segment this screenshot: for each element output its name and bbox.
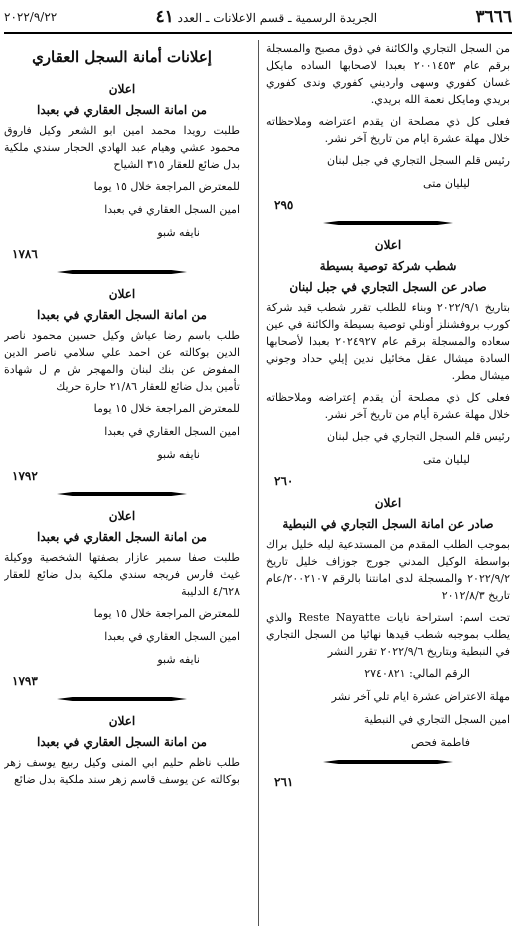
section-title: إعلانات أمانة السجل العقاري	[32, 48, 212, 66]
notice-divider	[4, 694, 240, 704]
notice-number: ١٧٩٣	[12, 674, 38, 688]
notice-divider	[266, 218, 510, 228]
notice-title: من امانة السجل العقاري في بعبدا	[37, 308, 207, 322]
notice-label: اعلان	[108, 287, 136, 301]
notice-subtitle: صادر عن السجل التجاري في جبل لبنان	[289, 280, 487, 294]
notice-title: من امانة السجل العقاري في بعبدا	[37, 530, 207, 544]
notice-body: بتاريخ ٢٠٢٢/٩/١ وبناء للطلب تقرر شطب قيد شركة كورب بروفشنلز أونلي توصية بسيطة والكائنة في عين سعاده والمسجلة برقم عام ٢٠٢٤٩٢٧ بعبدا لأصحابها السادة ميشال عقل مخائيل ندين إيلي حداد وجوني ميشال مطر.	[266, 301, 510, 382]
notice-body: طلبت رويدا محمد امين ابو الشعر وكيل فاروق محمود عشي وهيام عبد الهادي الحجار سندي ملكية بدل ضائع للعقار ٣١٥ الشياح	[4, 124, 240, 171]
notice-signature-name: فاطمة فحص	[411, 736, 470, 749]
notice-number: ١٧٨٦	[12, 247, 38, 261]
header-title	[57, 7, 475, 27]
right-column	[266, 40, 510, 934]
notice-title: من امانة السجل العقاري في بعبدا	[37, 735, 207, 749]
notice-body: طلب باسم رضا عياش وكيل حسين محمود ناصر الدين بوكالته عن احمد علي سلامي ناصر الدين المفوض عن بنك لبنان والمهجر ش م ل شهادة تأمين بدل ضائع للعقار ٢١/٨٦ حارة حريك	[4, 329, 240, 393]
gazette-title: الجريدة الرسمية ـ قسم الاعلانات ـ العدد	[177, 11, 378, 25]
notice-objection: للمعترض المراجعة خلال ١٥ يوما	[93, 607, 240, 620]
notice-label: اعلان	[108, 714, 136, 728]
notice-number: ٢٦١	[274, 775, 294, 789]
notice-signature-title: رئيس قلم السجل التجاري في جبل لبنان	[327, 154, 510, 167]
notice-label: اعلان	[108, 509, 136, 523]
issue-number: ٤١	[155, 7, 174, 27]
notice-objection: للمعترض المراجعة خلال ١٥ يوما	[93, 180, 240, 193]
notice-signature-title: رئيس قلم السجل التجاري في جبل لبنان	[327, 430, 510, 443]
notice-signature-name: نايفه شبو	[157, 226, 200, 239]
notice-title: من امانة السجل العقاري في بعبدا	[37, 103, 207, 117]
header-rule	[4, 32, 512, 34]
notice-body: بموجب الطلب المقدم من المستدعية ليله خليل براك بواسطة الوكيل المدني جورج جوزاف خليل تاريخ ٢٠٢٢/٩/٢ والمسجلة لدى امانتنا بالرقم ٢٠٠٢١٠٧/عام تاريخ ٢٠١٢/٨/٣	[266, 538, 510, 602]
notice-objection: فعلى كل ذي مصلحة أن يقدم إعتراضه وملاحظاته خلال مهلة عشرة أيام من تاريخ آخر نشر.	[266, 391, 510, 421]
notice-body: من السجل التجاري والكائنة في ذوق مصبح والمسجلة برقم عام ٢٠٠١٤٥٣ بعبدا لاصحابها الساده مايكل غسان كفوري وسهى وارديني كفوري وندى كفوري بريدي ومايكل نعمة الله بريدي.	[266, 42, 510, 106]
notice-title: شطب شركة توصية بسيطة	[319, 259, 457, 273]
header-date: ٢٠٢٢/٩/٢٢	[4, 10, 58, 24]
notice-signature-name: ليليان متى	[423, 453, 470, 466]
notice-body: طلب ناظم حليم ابي المنى وكيل ربيع يوسف زهر بوكالته عن يوسف قاسم زهر سند ملكية بدل ضائع	[4, 756, 240, 786]
notice-fiscal-number: الرقم المالي: ٢٧٤٠٨٢١	[364, 667, 470, 680]
page-number: ٣٦٦٦	[475, 7, 512, 27]
notice-divider	[4, 489, 240, 499]
notice-label: اعلان	[108, 82, 136, 96]
page-header	[4, 4, 512, 30]
notice-signature-title: امين السجل التجاري في النبطية	[363, 713, 510, 726]
notice-signature-title: امين السجل العقاري في بعبدا	[104, 425, 240, 438]
notice-title: صادر عن امانة السجل التجاري في النبطية	[282, 517, 494, 531]
notice-divider	[4, 267, 240, 277]
notice-label: اعلان	[374, 496, 402, 510]
notice-body: تحت اسم: استراحة نايات Reste Nayatte والذي يطلب بموجبه شطب قيدها نهائيا من السجل التجاري في النبطية وبتاريخ ٢٠٢٢/٩/٦ تقرر النشر	[266, 611, 510, 658]
notice-objection: للمعترض المراجعة خلال ١٥ يوما	[93, 402, 240, 415]
notice-objection: مهلة الاعتراض عشرة ايام تلي آخر نشر	[331, 690, 510, 703]
notice-signature-title: امين السجل العقاري في بعبدا	[104, 630, 240, 643]
notice-signature-name: نايفه شبو	[157, 653, 200, 666]
notice-label: اعلان	[374, 238, 402, 252]
left-column	[4, 40, 240, 934]
notice-objection: فعلى كل ذي مصلحة ان يقدم اعتراضه وملاحظاته خلال مهلة عشرة ايام من تاريخ آخر نشر.	[266, 115, 510, 145]
notice-signature-name: ليليان متى	[423, 177, 470, 190]
notice-number: ١٧٩٢	[12, 469, 38, 483]
notice-number: ٢٦٠	[274, 474, 294, 488]
column-separator	[258, 40, 259, 926]
notice-divider	[266, 757, 510, 767]
notice-body: طلبت صفا سمير عازار بصفتها الشخصية ووكيلة غيث فارس فريجه سندي ملكية بدل ضائع للعقار ٤/٦٢٨ الدليبة	[4, 551, 240, 598]
notice-signature-name: نايفه شبو	[157, 448, 200, 461]
notice-number: ٢٩٥	[274, 198, 294, 212]
notice-signature-title: امين السجل العقاري في بعبدا	[104, 203, 240, 216]
